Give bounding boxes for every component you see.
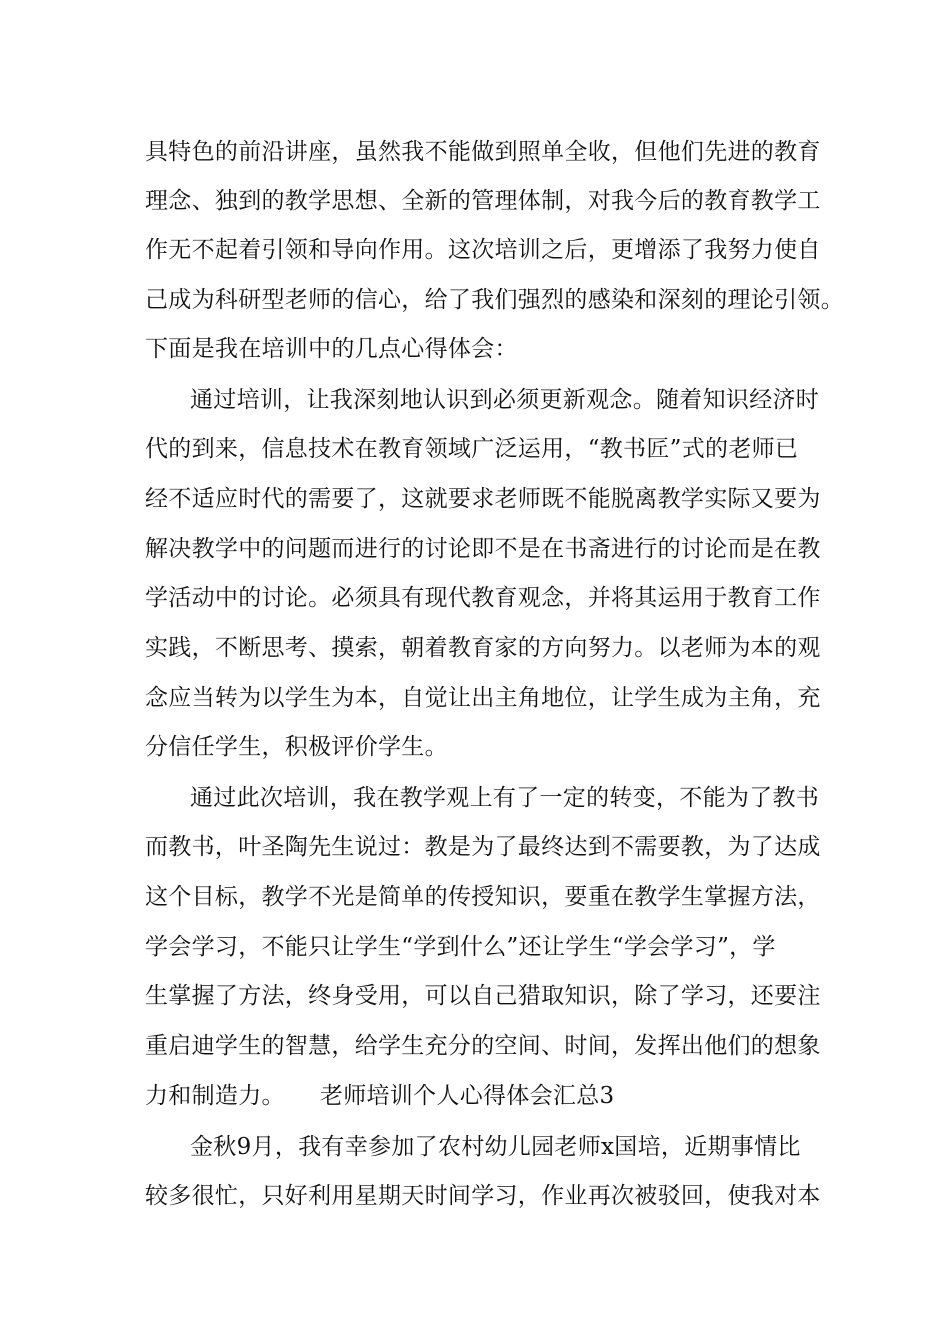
text-line: 这个目标，教学不光是简单的传授知识，要重在教学生掌握方法，	[145, 884, 821, 910]
text-line: 学活动中的讨论。必须具有现代教育观念，并将其运用于教育工作	[145, 585, 821, 611]
text-line: 具特色的前沿讲座，虽然我不能做到照单全收，但他们先进的教育	[145, 139, 821, 165]
paragraph-start-line: 通过培训，让我深刻地认识到必须更新观念。随着知识经济时	[190, 387, 820, 413]
text-line: 理念、独到的教学思想、全新的管理体制，对我今后的教育教学工	[145, 188, 821, 214]
text-line: 而教书，叶圣陶先生说过：教是为了最终达到不需要教，为了达成	[145, 834, 821, 860]
text-line: 解决教学中的问题而进行的讨论即不是在书斋进行的讨论而是在教	[145, 536, 821, 562]
text-line: 作无不起着引领和导向作用。这次培训之后，更增添了我努力使自	[145, 237, 821, 263]
text-line: 重启迪学生的智慧，给学生充分的空间、时间，发挥出他们的想象	[145, 1033, 821, 1059]
text-line: 学会学习，不能只让学生“学到什么”还让学生“学会学习”，学	[145, 934, 776, 960]
text-line: 念应当转为以学生为本，自觉让出主角地位，让学生成为主角，充	[145, 685, 821, 711]
text-line: 较多很忙，只好利用星期天时间学习，作业再次被驳回，使我对本	[145, 1183, 821, 1209]
text-line: 经不适应时代的需要了，这就要求老师既不能脱离教学实际又要为	[145, 486, 821, 512]
text-line: 下面是我在培训中的几点心得体会：	[145, 336, 518, 362]
text-line: 力和制造力。 老师培训个人心得体会汇总3	[145, 1083, 615, 1109]
text-line: 分信任学生，积极评价学生。	[145, 734, 448, 760]
text-line: 实践，不断思考、摸索，朝着教育家的方向努力。以老师为本的观	[145, 635, 821, 661]
text-line: 代的到来，信息技术在教育领域广泛运用，“教书匠”式的老师已	[145, 436, 799, 462]
text-line: 生掌握了方法，终身受用，可以自己猎取知识，除了学习，还要注	[145, 983, 821, 1009]
text-line: 己成为科研型老师的信心，给了我们强烈的感染和深刻的理论引领。	[145, 287, 844, 313]
paragraph-start-line: 通过此次培训，我在教学观上有了一定的转变，不能为了教书	[190, 785, 820, 811]
paragraph-start-line: 金秋9月，我有幸参加了农村幼儿园老师x国培，近期事情比	[190, 1134, 801, 1160]
